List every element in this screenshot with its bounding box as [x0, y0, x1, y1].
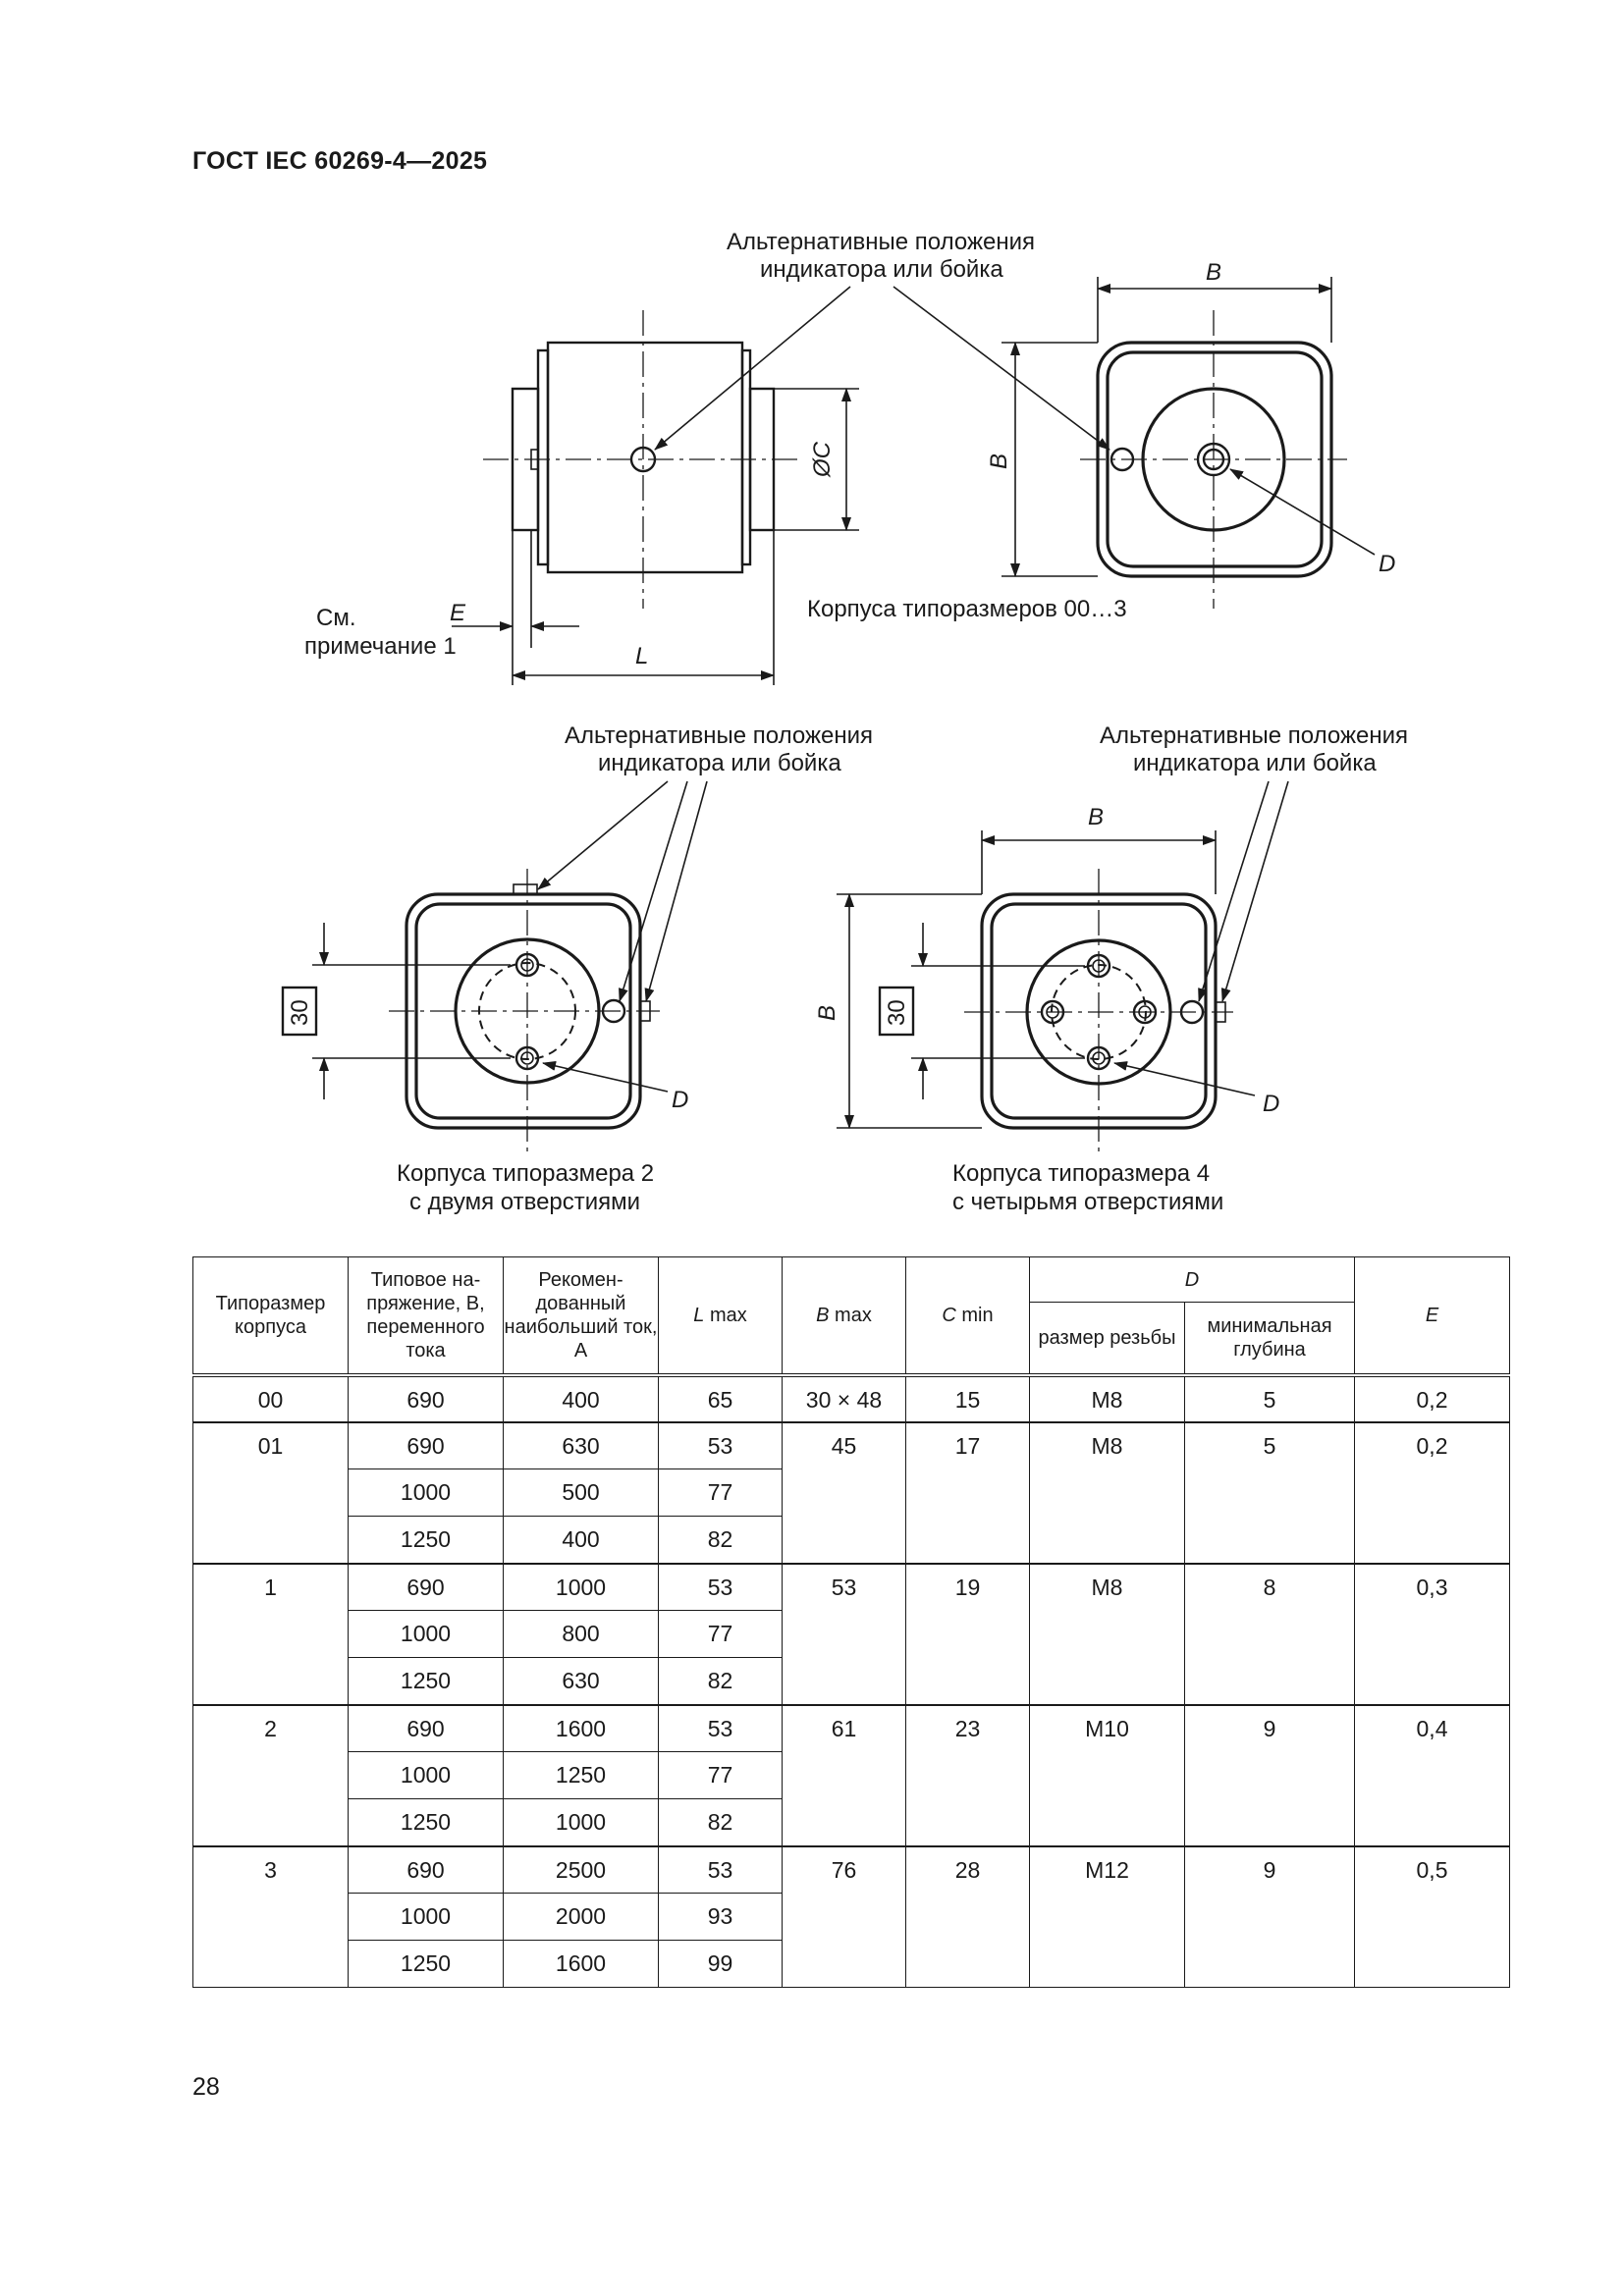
document-header: ГОСТ IEC 60269-4—2025: [192, 147, 488, 175]
table-body: [193, 1375, 1510, 1988]
caption-size4-line1: Корпуса типоразмера 4: [952, 1160, 1211, 1187]
alt-label-top-2: индикатора или бойка: [760, 256, 1003, 283]
cell-thread: M8: [1030, 1375, 1185, 1422]
cell-l-max: 77: [659, 1469, 783, 1517]
cell-depth: 8: [1185, 1564, 1355, 1705]
cell-voltage: 1250: [349, 1799, 504, 1846]
cell-l-max: 53: [659, 1705, 783, 1752]
cell-l-max: 77: [659, 1611, 783, 1658]
caption-size4-line2: с четырьмя отверстиями: [952, 1189, 1224, 1215]
cell-current: 630: [504, 1658, 659, 1705]
cell-c-min: 17: [906, 1422, 1030, 1564]
cell-current: 1600: [504, 1705, 659, 1752]
cell-current: 2000: [504, 1894, 659, 1941]
caption-sizes-00-3: Корпуса типоразмеров 00…3: [807, 596, 1127, 622]
cell-l-max: 93: [659, 1894, 783, 1941]
cell-depth: 5: [1185, 1422, 1355, 1564]
cell-e: 0,2: [1355, 1422, 1510, 1564]
fuse-body-dimensions-table: [192, 1256, 1510, 1988]
see-note-line2: примечание 1: [304, 633, 457, 660]
cell-thread: M8: [1030, 1422, 1185, 1564]
cell-thread: M10: [1030, 1705, 1185, 1846]
cell-voltage: 690: [349, 1705, 504, 1752]
cell-b-max: 76: [783, 1846, 906, 1988]
header-d: D: [1030, 1257, 1355, 1303]
cell-current: 1600: [504, 1941, 659, 1988]
alt-label-left-2: индикатора или бойка: [598, 750, 841, 776]
cell-voltage: 1000: [349, 1752, 504, 1799]
cell-l-max: 53: [659, 1846, 783, 1894]
cell-size: 3: [193, 1846, 349, 1988]
cell-voltage: 690: [349, 1375, 504, 1422]
table-row: [193, 1422, 1510, 1469]
cell-l-max: 65: [659, 1375, 783, 1422]
cell-l-max: 77: [659, 1752, 783, 1799]
header-voltage: Типовое на-пряжение, В, переменного тока: [349, 1257, 504, 1375]
cell-current: 630: [504, 1422, 659, 1469]
dim-e-label: E: [450, 600, 466, 626]
table-row: [193, 1375, 1510, 1422]
cell-size: 01: [193, 1422, 349, 1564]
dim-d-right-label: D: [1263, 1091, 1280, 1117]
cell-voltage: 1000: [349, 1469, 504, 1517]
alt-label-right-2: индикатора или бойка: [1133, 750, 1377, 776]
page-number: 28: [192, 2073, 220, 2101]
end-view-00-3-drawing: [986, 259, 1395, 609]
end-view-size2-drawing: [283, 722, 873, 1153]
dim-b-side-label: B: [986, 453, 1012, 469]
cell-c-min: 28: [906, 1846, 1030, 1988]
table-row: [193, 1564, 1510, 1611]
cell-size: 2: [193, 1705, 349, 1846]
cell-b-max: 53: [783, 1564, 906, 1705]
dim-b-top-label: B: [1206, 259, 1222, 286]
cell-voltage: 690: [349, 1846, 504, 1894]
header-depth: минимальная глубина: [1185, 1303, 1355, 1375]
caption-size2-line1: Корпуса типоразмера 2: [397, 1160, 655, 1187]
header-e: E: [1355, 1257, 1510, 1375]
cell-c-min: 15: [906, 1375, 1030, 1422]
end-view-size4-drawing: [814, 722, 1408, 1153]
cell-l-max: 82: [659, 1658, 783, 1705]
dim-30-right: 30: [884, 999, 910, 1026]
dim-b-right-top: B: [1088, 804, 1105, 830]
cell-thread: M8: [1030, 1564, 1185, 1705]
cell-current: 800: [504, 1611, 659, 1658]
cell-b-max: 61: [783, 1705, 906, 1846]
cell-l-max: 53: [659, 1564, 783, 1611]
header-b-max: B max: [783, 1257, 906, 1375]
side-view-drawing: [304, 310, 859, 685]
cell-current: 500: [504, 1469, 659, 1517]
alt-label-right-1: Альтернативные положения: [1100, 722, 1409, 749]
cell-thread: M12: [1030, 1846, 1185, 1988]
cell-e: 0,2: [1355, 1375, 1510, 1422]
dim-l-label: L: [635, 643, 649, 669]
header-c-min: C min: [906, 1257, 1030, 1375]
dim-d-label: D: [1379, 551, 1396, 577]
caption-size2-line2: с двумя отверстиями: [409, 1189, 641, 1215]
cell-l-max: 99: [659, 1941, 783, 1988]
alt-label-left-1: Альтернативные положения: [565, 722, 874, 749]
cell-c-min: 19: [906, 1564, 1030, 1705]
cell-voltage: 1000: [349, 1611, 504, 1658]
table-header: [193, 1257, 1510, 1375]
cell-voltage: 1250: [349, 1658, 504, 1705]
header-l-max: L max: [659, 1257, 783, 1375]
cell-current: 400: [504, 1517, 659, 1564]
dim-d-left-label: D: [672, 1087, 689, 1113]
cell-voltage: 1250: [349, 1517, 504, 1564]
cell-size: 1: [193, 1564, 349, 1705]
header-thread: размер резьбы: [1030, 1303, 1185, 1375]
cell-current: 1000: [504, 1564, 659, 1611]
cell-size: 00: [193, 1375, 349, 1422]
dim-c-label: ØC: [809, 442, 836, 477]
see-note-line1: См.: [316, 605, 356, 631]
cell-depth: 9: [1185, 1705, 1355, 1846]
cell-depth: 5: [1185, 1375, 1355, 1422]
header-size: Типоразмер корпуса: [193, 1257, 349, 1375]
cell-c-min: 23: [906, 1705, 1030, 1846]
alt-label-top-1: Альтернативные положения: [727, 229, 1036, 255]
dim-b-right-side: B: [814, 1004, 840, 1021]
cell-l-max: 53: [659, 1422, 783, 1469]
cell-e: 0,4: [1355, 1705, 1510, 1846]
cell-current: 1250: [504, 1752, 659, 1799]
cell-b-max: 45: [783, 1422, 906, 1564]
cell-voltage: 690: [349, 1422, 504, 1469]
cell-b-max: 30 × 48: [783, 1375, 906, 1422]
cell-l-max: 82: [659, 1799, 783, 1846]
dim-30-left: 30: [287, 999, 313, 1026]
cell-voltage: 1250: [349, 1941, 504, 1988]
header-current: Рекомен-дованный наибольший ток, А: [504, 1257, 659, 1375]
cell-current: 400: [504, 1375, 659, 1422]
cell-depth: 9: [1185, 1846, 1355, 1988]
table-row: [193, 1846, 1510, 1894]
cell-l-max: 82: [659, 1517, 783, 1564]
table-row: [193, 1705, 1510, 1752]
cell-e: 0,5: [1355, 1846, 1510, 1988]
cell-current: 2500: [504, 1846, 659, 1894]
cell-current: 1000: [504, 1799, 659, 1846]
cell-voltage: 690: [349, 1564, 504, 1611]
cell-e: 0,3: [1355, 1564, 1510, 1705]
cell-voltage: 1000: [349, 1894, 504, 1941]
